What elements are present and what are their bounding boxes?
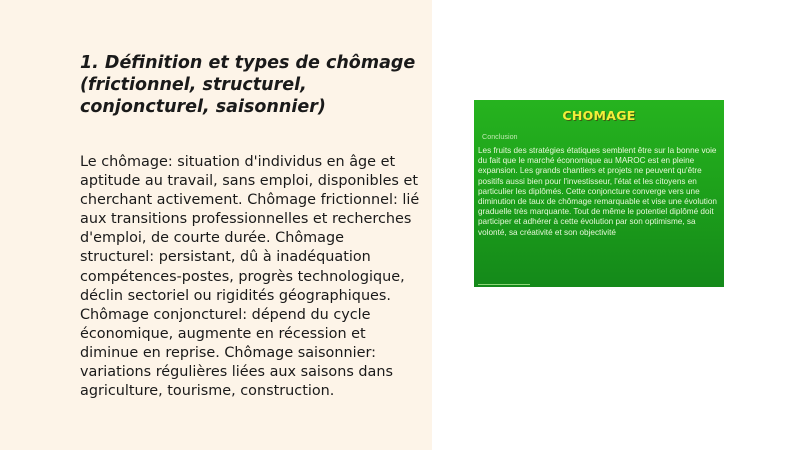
- image-divider: [478, 284, 530, 285]
- image-subtitle: Conclusion: [482, 132, 518, 141]
- slide-title: 1. Définition et types de chômage (frictionnel, structurel, conjoncturel, saisonnier): [80, 53, 416, 117]
- image-body-text: Les fruits des stratégies étatiques semblent être sur la bonne voie du fait que le marché économique au MAROC est en pleine expansion. Les grands chantiers et projets ne peuvent qu'être positifs aussi bien pour l'investisseur, l'état et les citoyens en particulier les diplômés. Cette conjoncture converge vers une diminution de taux de chômage remarquable et vise une évolution graduelle très marquante. Tout de même le potentiel diplômé doit participer et adhérer à cette évolution par son optimisme, sa volonté, sa créativité et son objectivité: [478, 146, 717, 237]
- image-title: CHOMAGE: [562, 108, 636, 123]
- chomage-image: [474, 100, 724, 287]
- slide-body-text: Le chômage: situation d'individus en âge et aptitude au travail, sans emploi, disponibles et cherchant activement. Chômage frictionnel: lié aux transitions professionnelles et recherches d'emploi, de courte durée. Chômage structurel: persistant, dû à inadéquation compétences-postes, progrès technologique, déclin sectoriel ou rigidités géographiques. Chômage conjoncturel: dépend du cycle économique, augmente en récession et diminue en reprise. Chômage saisonnier: variations régulières liées aux saisons dans agriculture, tourisme, construction.: [80, 154, 420, 400]
